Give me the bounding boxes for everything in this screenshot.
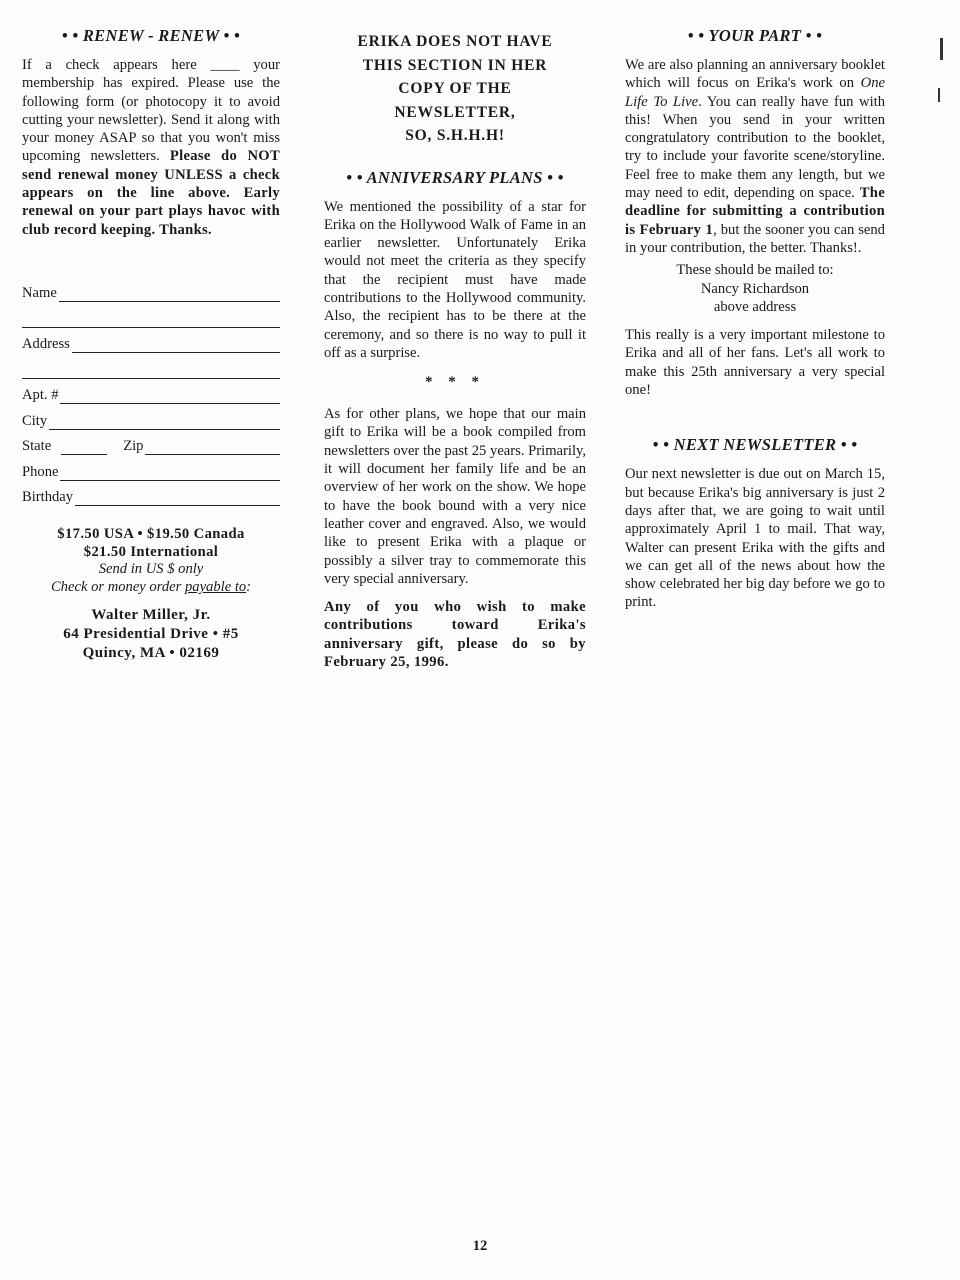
anniversary-column: [324, 26, 586, 671]
city-row: [22, 404, 280, 430]
booklet-text-b: . You can really have fun with this! When you send in your written congratulatory contribution to the booklet, try to include your favorite scene/storyline. Feel free to make them any length, but we may need to edit, depending on space.: [625, 93, 885, 202]
name-row-2: [22, 302, 280, 328]
address-row-2: [22, 353, 280, 379]
secret-line-3: COPY OF THE: [398, 80, 512, 97]
name-field-2[interactable]: [22, 313, 280, 328]
address-label: Address: [22, 336, 70, 353]
booklet-text-a: We are also planning an anniversary booklet which will focus on Erika's work on: [625, 57, 885, 92]
renew-intro-text: If a check appears here ____ your membership has expired. Please use the following form (or photocopy it to avoid cutting your newsletter). Send it along with your money ASAP so that you won't miss upcoming newsletters.: [22, 57, 280, 165]
birthday-row: [22, 481, 280, 507]
scan-speck: [940, 38, 943, 60]
renewal-form: [22, 277, 280, 507]
state-label: State: [22, 438, 52, 455]
payable-to: payable to: [184, 578, 247, 595]
phone-label: Phone: [22, 463, 59, 480]
mail-to-block: [625, 261, 885, 316]
mail-to-address: above address: [713, 298, 797, 315]
zip-field[interactable]: [145, 440, 280, 455]
scan-speck: [938, 88, 940, 102]
contribution-paragraph: Any of you who wish to make contributions toward Erika's anniversary gift, please do so by February 25, 1996.: [324, 599, 586, 671]
secret-line-1: ERIKA DOES NOT HAVE: [357, 33, 553, 50]
membership-fees: [22, 526, 280, 596]
next-newsletter-heading: • • NEXT NEWSLETTER • •: [652, 435, 858, 455]
birthday-label: Birthday: [22, 489, 74, 506]
name-label: Name: [22, 285, 57, 302]
birthday-field[interactable]: [75, 491, 280, 506]
zip-label: Zip: [123, 438, 144, 455]
milestone-paragraph: This really is a very important milestone to Erika and all of her fans. Let's all work to make this 25th anniversary a very special one!: [625, 327, 885, 399]
apt-label: Apt. #: [22, 387, 59, 404]
fees-usa-canada: $17.50 USA • $19.50 Canada: [57, 526, 245, 543]
next-newsletter-paragraph: Our next newsletter is due out on March 15, but because Erika's big anniversary is just 2 days after that, we are going to wait until approximately April 1 to mail. That way, Walter can present Erika with the gifts and we can get all of the news about how the show celebrated her big day before we go to print.: [625, 466, 885, 611]
show-title: One Life To Live: [625, 75, 885, 110]
renew-column: [22, 26, 280, 663]
phone-field[interactable]: [60, 466, 280, 481]
walk-of-fame-paragraph: We mentioned the possibility of a star for Erika on the Hollywood Walk of Fame in an earlier newsletter. Unfortunately Erika would not meet the criteria as they specify that the recipient must have made contributions to the Hollywood community. Also, the recipient has to be there at the ceremony, and so there is no way to pull it off as a surprise.: [324, 198, 586, 361]
mailing-address: [22, 606, 280, 663]
name-field[interactable]: [59, 287, 280, 302]
page-number: 12: [472, 1238, 488, 1254]
us-funds-note: Send in US $ only: [98, 561, 204, 578]
payable-note: [22, 579, 280, 597]
renew-intro: [22, 56, 280, 239]
address-field[interactable]: [72, 338, 280, 353]
your-part-heading: • • YOUR PART • •: [687, 26, 823, 45]
phone-row: [22, 455, 280, 481]
booklet-text-c: , but the sooner you can send in your contribution, the better. Thanks!.: [625, 221, 885, 256]
street-address: 64 Presidential Drive • #5: [63, 626, 239, 643]
secret-line-2: THIS SECTION IN HER: [362, 56, 548, 74]
gift-plans-paragraph: As for other plans, we hope that our main gift to Erika will be a book compiled from newsletters over the past 25 years. Primarily, it will document her family life and be an overview of her work on the show. We hope to have the book bound with a very nice leather cover and engraved. Also, we would like to present Erika with a plaque or possibly a silver tray to commemorate this very special anniversary.: [324, 406, 586, 587]
state-field[interactable]: [61, 440, 107, 455]
booklet-paragraph: [625, 56, 885, 257]
renew-warning-text: Please do NOT send renewal money UNLESS a check appears on the line above. Early renewal on your part plays havoc with club record keeping. Thanks.: [22, 148, 280, 238]
mail-to-name: Nancy Richardson: [700, 280, 810, 297]
city-label: City: [22, 412, 48, 429]
anniversary-heading: • • ANNIVERSARY PLANS • •: [346, 167, 564, 187]
payable-suffix: :: [246, 578, 252, 595]
state-zip-row: [22, 430, 280, 456]
secret-line-5: SO, S.H.H.H!: [405, 127, 505, 144]
section-divider: * * *: [425, 374, 485, 391]
apt-field[interactable]: [60, 389, 280, 404]
payable-prefix: Check or money order: [50, 578, 185, 595]
apt-row: [22, 379, 280, 405]
address-field-2[interactable]: [22, 364, 280, 379]
fees-international: $21.50 International: [83, 543, 219, 560]
address-row: [22, 328, 280, 354]
renew-heading: • • RENEW - RENEW • •: [61, 26, 241, 45]
deadline-text: The deadline for submitting a contribution is February 1: [625, 185, 885, 238]
city-state-zip: Quincy, MA • 02169: [82, 645, 220, 662]
secret-notice: [324, 30, 586, 148]
secret-line-4: NEWSLETTER,: [394, 103, 516, 121]
payee-name: Walter Miller, Jr.: [91, 607, 211, 624]
your-part-column: [625, 26, 885, 612]
mail-to-label: These should be mailed to:: [676, 262, 834, 279]
city-field[interactable]: [49, 415, 280, 430]
name-row: [22, 277, 280, 303]
